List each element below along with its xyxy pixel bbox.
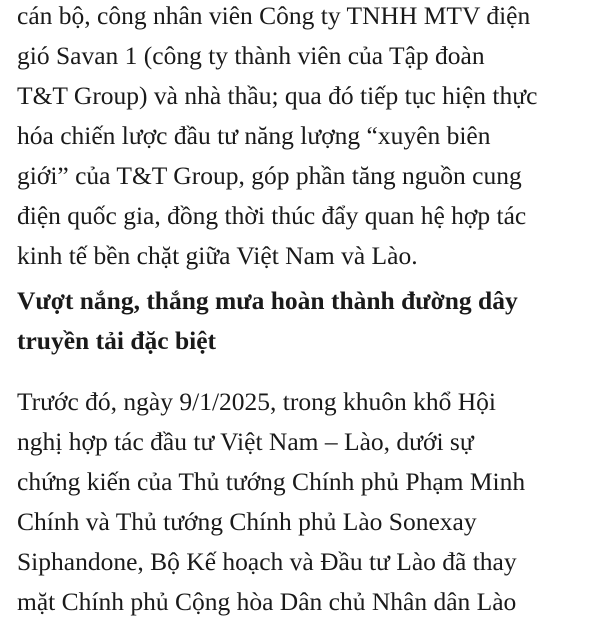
heading-line: Vượt nắng, thắng mưa hoàn thành đường dây bbox=[17, 286, 518, 315]
paragraph-line: hóa chiến lược đầu tư năng lượng “xuyên biên bbox=[17, 121, 491, 150]
paragraph-line: giới” của T&T Group, góp phần tăng nguồn cung bbox=[17, 161, 522, 190]
paragraph-line: nghị hợp tác đầu tư Việt Nam – Lào, dưới sự bbox=[17, 427, 474, 456]
paragraph-line: Trước đó, ngày 9/1/2025, trong khuôn khổ Hội bbox=[17, 387, 496, 416]
paragraph-line: cán bộ, công nhân viên Công ty TNHH MTV điện bbox=[17, 1, 531, 30]
paragraph-line: điện quốc gia, đồng thời thúc đẩy quan hệ hợp tác bbox=[17, 201, 527, 230]
heading-line: truyền tải đặc biệt bbox=[17, 326, 217, 355]
article-paragraph bbox=[17, 0, 537, 276]
paragraph-line: T&T Group) và nhà thầu; qua đó tiếp tục hiện thực bbox=[17, 81, 538, 110]
section-heading bbox=[17, 281, 587, 361]
paragraph-line: chứng kiến của Thủ tướng Chính phủ Phạm Minh bbox=[17, 467, 526, 496]
article-paragraph bbox=[17, 382, 525, 622]
paragraph-line: Siphandone, Bộ Kế hoạch và Đầu tư Lào đã thay bbox=[17, 547, 517, 576]
paragraph-line: Chính và Thủ tướng Chính phủ Lào Sonexay bbox=[17, 507, 477, 536]
paragraph-line: kinh tế bền chặt giữa Việt Nam và Lào. bbox=[17, 241, 418, 270]
paragraph-line: gió Savan 1 (công ty thành viên của Tập đoàn bbox=[17, 41, 485, 70]
paragraph-line: mặt Chính phủ Cộng hòa Dân chủ Nhân dân Lào bbox=[17, 587, 517, 616]
